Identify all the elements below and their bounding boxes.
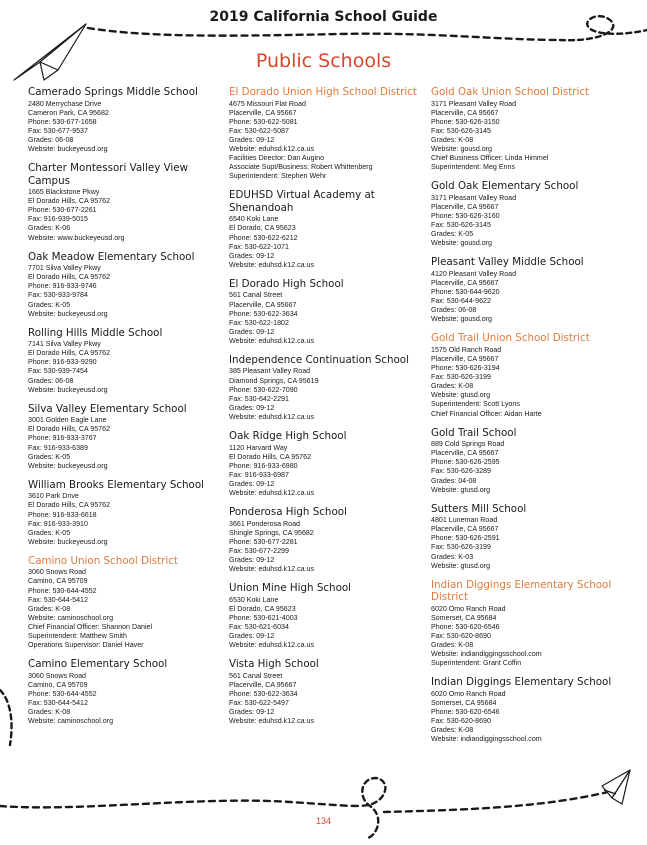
paper-airplane-icon [602, 770, 630, 804]
school-entry [229, 354, 422, 422]
school-detail-line: Fax: 916-933-6987 [229, 470, 289, 479]
school-detail-line: 6020 Omo Ranch Road [431, 689, 506, 698]
school-detail-line: Website: eduhsd.k12.ca.us [229, 565, 315, 574]
school-entry [229, 189, 422, 270]
school-detail-line: 4120 Pleasant Valley Road [431, 269, 517, 278]
school-detail-line: 1120 Harvard Way [229, 443, 288, 452]
school-detail-line: Superintendent: Matthew Smith [28, 632, 127, 641]
school-detail-line: Phone: 530-644-9620 [431, 288, 500, 296]
school-detail-line: Website: eduhsd.k12.ca.us [229, 489, 315, 497]
school-detail-line: Phone: 916-933-6618 [28, 510, 97, 519]
school-detail-line: Grades: K-08 [28, 604, 71, 613]
school-detail-line: Website: indiandiggingsschool.com [431, 650, 542, 659]
district-name: Gold Trail Union School District [431, 332, 590, 345]
school-detail-line: Phone: 530-626-2591 [431, 534, 500, 543]
school-detail-line: Fax: 530-626-3199 [431, 373, 491, 382]
school-detail-line: Placerville, CA 95667 [431, 354, 499, 363]
school-name: Gold Trail School [431, 426, 517, 439]
school-detail-line: Phone: 530-622-6212 [229, 233, 298, 242]
school-detail-line: 3171 Pleasant Valley Road [431, 193, 517, 202]
school-detail-line: Phone: 530-622-5081 [229, 117, 298, 126]
dashed-flight-path-left [0, 690, 12, 745]
school-detail-line: Grades: K-03 [431, 552, 474, 561]
school-detail-line: El Dorado, CA 95623 [229, 604, 296, 613]
school-detail-line: Phone: 530-677-2281 [229, 537, 298, 546]
school-detail-line: 3060 Snows Road [28, 671, 86, 680]
school-entry [229, 278, 422, 346]
school-detail-line: Grades: 09-12 [229, 251, 275, 260]
school-detail-line: Cameron Park, CA 95682 [28, 108, 109, 117]
district-name: El Dorado Union High School District [229, 86, 417, 98]
school-entry [431, 427, 627, 495]
school-detail-line: 385 Pleasant Valley Road [229, 367, 311, 376]
school-detail-line: Superintendent: Grant Coffin [431, 659, 522, 668]
school-detail-line: Grades: 09-12 [229, 555, 275, 564]
school-detail-line: Fax: 530-622-1071 [229, 242, 289, 251]
school-detail-line: 3171 Pleasant Valley Road [431, 99, 517, 108]
school-detail-line: Grades: K-06 [28, 224, 71, 233]
school-detail-line: Fax: 530-626-3199 [431, 543, 491, 552]
school-detail-line: Phone: 530-677-2261 [28, 206, 97, 215]
school-entry [28, 658, 220, 726]
school-entry [28, 162, 220, 243]
school-detail-line: Grades: 09-12 [229, 708, 275, 717]
school-detail-line: Grades: K-08 [431, 382, 474, 391]
school-detail-line: Website: buckeyeusd.org [28, 461, 108, 470]
dashed-flight-path [88, 28, 560, 40]
school-entry [28, 327, 220, 395]
school-detail-line: 6020 Omo Ranch Road [431, 604, 506, 613]
school-detail-line: 2480 Merrychase Drive [28, 99, 102, 108]
school-detail-line: Grades: 09-12 [229, 479, 275, 488]
school-detail-line: Grades: K-05 [28, 300, 71, 309]
school-name: Vista High School [229, 658, 319, 671]
school-entry [229, 582, 422, 650]
school-detail-line: Phone: 530-620-6546 [431, 622, 500, 631]
school-detail-line: Grades: K-08 [431, 135, 474, 144]
school-detail-line: Fax: 530-642-2291 [229, 394, 289, 403]
school-detail-line: Fax: 916-939-5015 [28, 215, 88, 224]
school-detail-line: Website: eduhsd.k12.ca.us [229, 144, 315, 153]
school-column-3 [431, 86, 627, 752]
school-detail-line: Camino, CA 95709 [28, 680, 88, 689]
school-name: Indian Diggings Elementary School [431, 676, 612, 689]
school-detail-line: Grades: 06-08 [28, 135, 74, 144]
school-detail-line: Website: caminoschool.org [28, 717, 114, 726]
school-entry [229, 658, 422, 726]
school-name: Sutters Mill School [431, 502, 527, 515]
school-detail-line: Fax: 530-626-3145 [431, 126, 491, 135]
school-detail-line: Placerville, CA 95667 [229, 108, 297, 117]
district-entry [431, 332, 627, 418]
school-detail-line: Placerville, CA 95667 [431, 449, 499, 458]
school-detail-line: Phone: 530-644-4552 [28, 689, 97, 698]
school-detail-line: Website: buckeyeusd.org [28, 385, 108, 394]
school-detail-line: Placerville, CA 95667 [229, 300, 297, 309]
school-detail-line: Phone: 530-626-3194 [431, 364, 500, 373]
school-detail-line: 1575 Old Ranch Road [431, 345, 502, 354]
page-number: 134 [315, 816, 332, 826]
school-detail-line: 3060 Snows Road [28, 568, 86, 577]
district-name: Indian Diggings Elementary School District [431, 578, 612, 604]
school-detail-line: Fax: 530-677-9537 [28, 126, 88, 135]
school-detail-line: Chief Financial Officer: Shannon Daniel [28, 622, 153, 631]
school-detail-line: Placerville, CA 95667 [431, 278, 499, 287]
district-name: Camino Union School District [28, 554, 178, 567]
school-name: Charter Montessori Valley View Campus [28, 162, 189, 187]
school-detail-line: El Dorado, CA 95623 [229, 224, 296, 233]
school-name: EDUHSD Virtual Academy at Shenandoah [229, 189, 375, 214]
school-detail-line: 3610 Park Drive [28, 492, 79, 501]
school-detail-line: 3001 Golden Eagle Lane [28, 416, 107, 425]
school-detail-line: Grades: K-05 [28, 528, 71, 537]
school-detail-line: Somerset, CA 95684 [431, 699, 497, 707]
school-detail-line: Chief Business Officer: Linda Himmel [431, 154, 549, 163]
school-detail-line: Shingle Springs, CA 95682 [229, 528, 314, 537]
dashed-flight-path-right [384, 792, 608, 812]
school-detail-line: Fax: 530-622-5087 [229, 126, 289, 135]
school-detail-line: Grades: 04-08 [431, 476, 477, 485]
school-detail-line: Grades: K-05 [28, 452, 71, 461]
school-entry [28, 479, 220, 547]
school-detail-line: Website: eduhsd.k12.ca.us [229, 641, 315, 650]
school-detail-line: Phone: 530-621-4003 [229, 613, 298, 622]
school-detail-line: Superintendent: Meg Enns [431, 163, 515, 172]
district-name: Gold Oak Union School District [431, 86, 590, 98]
school-entry [28, 86, 220, 154]
school-name: Oak Meadow Elementary School [28, 250, 195, 263]
school-detail-line: Grades: K-05 [431, 230, 474, 239]
school-detail-line: 3661 Ponderosa Road [229, 519, 300, 528]
school-detail-line: 561 Canal Street [229, 671, 283, 680]
school-detail-line: Somerset, CA 95684 [431, 613, 497, 622]
district-entry [431, 86, 627, 172]
school-name: El Dorado High School [229, 277, 344, 290]
school-detail-line: 4675 Missouri Flat Road [229, 99, 306, 108]
school-name: Camino Elementary School [28, 658, 168, 671]
school-name: Oak Ridge High School [229, 430, 347, 443]
school-name: Silva Valley Elementary School [28, 402, 187, 415]
school-name: Pleasant Valley Middle School [431, 256, 584, 269]
school-entry [229, 430, 422, 498]
school-detail-line: 561 Canal Street [229, 291, 283, 300]
school-detail-line: Placerville, CA 95667 [431, 525, 499, 534]
school-detail-line: 6530 Koki Lane [229, 595, 279, 604]
school-detail-line: El Dorado Hills, CA 95762 [28, 197, 111, 206]
school-detail-line: Fax: 530-626-3289 [431, 467, 491, 476]
school-entry [431, 256, 627, 324]
school-name: Independence Continuation School [229, 353, 409, 366]
school-detail-line: Website: eduhsd.k12.ca.us [229, 336, 315, 345]
district-entry [28, 555, 220, 650]
school-detail-line: 7141 Silva Valley Pkwy [28, 340, 101, 349]
school-entry [431, 180, 627, 248]
school-detail-line: Website: gtusd.org [431, 485, 491, 494]
school-detail-line: 1665 Blackstone Pkwy [28, 188, 100, 197]
school-detail-line: Facilities Director: Dan Augino [229, 154, 325, 163]
school-detail-line: Grades: 09-12 [229, 632, 275, 641]
school-detail-line: Website: eduhsd.k12.ca.us [229, 260, 315, 269]
school-entry [431, 503, 627, 571]
school-detail-line: Diamond Springs, CA 95619 [229, 376, 319, 385]
school-detail-line: 4801 Luneman Road [431, 516, 498, 525]
school-detail-line: Associate Supt/Business: Robert Whittenberg [229, 163, 373, 172]
district-entry [431, 579, 627, 669]
school-detail-line: Grades: K-08 [431, 726, 474, 735]
school-detail-line: Fax: 530-933-9784 [28, 291, 88, 300]
school-entry [431, 676, 627, 744]
school-detail-line: 7701 Silva Valley Pkwy [28, 264, 101, 273]
school-name: Ponderosa High School [229, 506, 347, 519]
school-entry [229, 506, 422, 574]
school-name: Camerado Springs Middle School [28, 86, 198, 98]
school-detail-line: Phone: 530-626-3150 [431, 117, 500, 126]
school-detail-line: Fax: 530-644-9622 [431, 297, 491, 306]
school-column-1 [28, 86, 220, 734]
school-detail-line: Fax: 530-620-8690 [431, 717, 491, 726]
school-detail-line: Superintendent: Scott Lyons [431, 400, 520, 409]
school-detail-line: Placerville, CA 95667 [431, 108, 499, 117]
school-detail-line: Grades: 09-12 [229, 135, 275, 144]
school-detail-line: Chief Financial Officer: Aidan Harte [431, 409, 542, 418]
school-detail-line: Website: gousd.org [431, 239, 492, 248]
school-detail-line: Phone: 530-644-4552 [28, 586, 97, 595]
school-detail-line: Fax: 530-677-2299 [229, 546, 289, 555]
school-detail-line: Operations Supervisor: Daniel Haver [28, 641, 144, 650]
school-detail-line: 889 Cold Springs Road [431, 440, 505, 449]
school-detail-line: Placerville, CA 95667 [229, 680, 297, 689]
school-detail-line: Website: eduhsd.k12.ca.us [229, 412, 315, 421]
school-entry [28, 403, 220, 471]
school-detail-line: 6540 Koki Lane [229, 215, 279, 224]
school-detail-line: Website: indiandiggingsschool.com [431, 735, 542, 744]
school-detail-line: Website: gtusd.org [431, 391, 491, 400]
school-detail-line: Fax: 530-621-6034 [229, 622, 289, 631]
school-detail-line: Camino, CA 95709 [28, 577, 88, 586]
school-detail-line: Placerville, CA 95667 [431, 202, 499, 211]
school-detail-line: Phone: 530-626-2595 [431, 458, 500, 467]
school-name: Union Mine High School [229, 582, 352, 595]
school-detail-line: Website: eduhsd.k12.ca.us [229, 717, 315, 726]
district-entry [229, 86, 422, 181]
school-detail-line: Grades: 09-12 [229, 403, 275, 412]
school-entry [28, 251, 220, 319]
school-detail-line: Phone: 916-933-9746 [28, 282, 97, 291]
school-detail-line: Website: gtusd.org [431, 561, 491, 570]
school-detail-line: Website: buckeyeusd.org [28, 309, 108, 318]
school-detail-line: Website: gousd.org [431, 315, 492, 324]
school-detail-line: Grades: K-08 [431, 641, 474, 650]
school-detail-line: Fax: 530-939-7454 [28, 367, 88, 376]
school-detail-line: El Dorado Hills, CA 95762 [28, 425, 111, 434]
school-detail-line: Phone: 530-622-3634 [229, 309, 298, 318]
school-detail-line: Phone: 530-620-6546 [431, 708, 500, 717]
school-name: William Brooks Elementary School [28, 478, 205, 491]
school-detail-line: Phone: 530-622-3634 [229, 689, 298, 698]
school-detail-line: Website: gousd.org [431, 144, 492, 153]
school-detail-line: Fax: 530-644-5412 [28, 699, 88, 707]
school-detail-line: Fax: 916-933-3910 [28, 519, 88, 528]
school-detail-line: Phone: 530-622-7090 [229, 385, 298, 394]
school-detail-line: El Dorado Hills, CA 95762 [28, 349, 111, 358]
school-detail-line: Fax: 530-622-5497 [229, 699, 289, 707]
school-name: Gold Oak Elementary School [431, 180, 579, 193]
school-detail-line: Superintendent: Stephen Wehr [229, 172, 327, 181]
school-detail-line: Grades: 06-08 [28, 376, 74, 385]
school-detail-line: Phone: 916-933-6980 [229, 461, 298, 470]
school-column-2 [229, 86, 422, 734]
school-detail-line: El Dorado Hills, CA 95762 [28, 273, 111, 282]
school-detail-line: Phone: 530-677-1658 [28, 117, 97, 126]
school-detail-line: Phone: 916-933-3767 [28, 434, 97, 443]
school-detail-line: Fax: 530-626-3145 [431, 221, 491, 230]
school-detail-line: Fax: 530-622-1802 [229, 318, 289, 327]
school-detail-line: El Dorado Hills, CA 95762 [229, 452, 312, 461]
school-detail-line: Grades: K-08 [28, 708, 71, 717]
school-detail-line: Fax: 530-620-8690 [431, 632, 491, 641]
school-name: Rolling Hills Middle School [28, 326, 163, 339]
school-detail-line: Phone: 530-626-3160 [431, 211, 500, 220]
school-detail-line: Grades: 06-08 [431, 306, 477, 315]
school-detail-line: Phone: 916-933-9290 [28, 358, 97, 367]
school-detail-line: Grades: 09-12 [229, 327, 275, 336]
school-detail-line: Fax: 530-644-5412 [28, 595, 88, 604]
school-detail-line: Website: www.buckeyeusd.org [28, 233, 125, 242]
dashed-loop-bottom [362, 778, 385, 838]
dashed-flight-path-bottom [0, 801, 372, 808]
school-detail-line: Website: buckeyeusd.org [28, 537, 108, 546]
guide-title: 2019 California School Guide [209, 9, 438, 25]
school-detail-line: Website: caminoschool.org [28, 613, 114, 622]
section-title: Public Schools [255, 50, 392, 72]
school-detail-line: Fax: 916-933-6389 [28, 443, 88, 452]
school-detail-line: El Dorado Hills, CA 95762 [28, 501, 111, 510]
school-detail-line: Website: buckeyeusd.org [28, 144, 108, 153]
